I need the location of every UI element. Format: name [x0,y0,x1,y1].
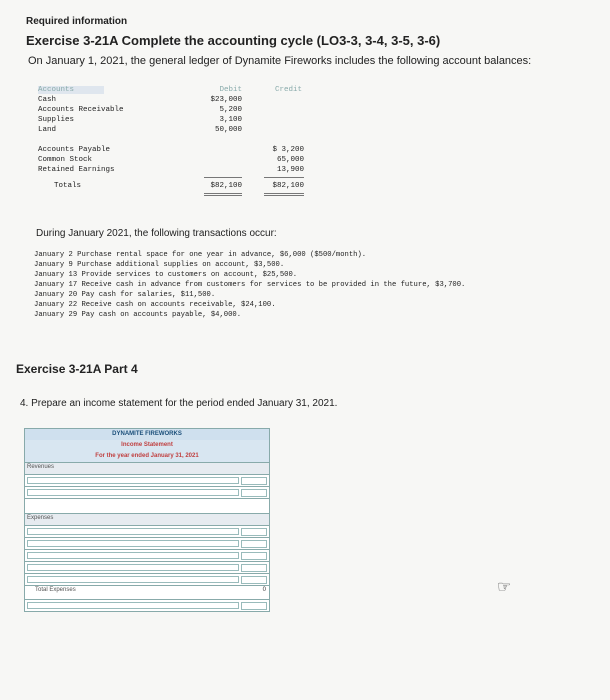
required-information-label: Required information [26,16,128,27]
transaction-item: January 2 Purchase rental space for one year in advance, $6,000 ($500/month). [34,251,367,259]
total-expenses-label: Total Expenses [35,587,76,593]
mouse-pointer-icon: ☞ [497,579,512,596]
question-prompt: 4. Prepare an income statement for the period ended January 31, 2021. [20,398,338,409]
expense-input-row[interactable] [25,525,269,537]
amount-input[interactable] [241,564,267,572]
transaction-item: January 17 Receive cash in advance from customers for services to be provided in the future, $3,700. [34,281,466,289]
income-statement-form [24,428,270,612]
double-rule [204,195,242,196]
company-name: DYNAMITE FIREWORKS [25,429,269,440]
ledger-row: Accounts Receivable 5,200 [38,106,242,114]
accounts-header: Accounts [38,86,104,94]
amount-input[interactable] [241,602,267,610]
total-rule [264,177,304,178]
debit-header: Debit [219,86,242,94]
revenue-input-row[interactable] [25,474,269,486]
transaction-item: January 29 Pay cash on accounts payable, $4,000. [34,311,242,319]
net-income-row[interactable] [25,599,269,611]
transaction-item: January 9 Purchase additional supplies on account, $3,500. [34,261,285,269]
expenses-label-row [25,513,269,525]
statement-period: For the year ended January 31, 2021 [25,451,269,462]
expense-input-row[interactable] [25,573,269,585]
expenses-label: Expenses [27,515,54,521]
total-expenses-row [25,585,269,599]
ledger-table [38,86,304,198]
double-rule [264,193,304,194]
revenue-input-row[interactable] [25,486,269,498]
ledger-row: Cash $23,000 [38,96,242,104]
intro-text: On January 1, 2021, the general ledger of Dynamite Fireworks includes the following account balances: [28,55,532,67]
ledger-row: Common Stock 65,000 [38,156,304,164]
expense-input-row[interactable] [25,549,269,561]
transaction-item: January 20 Pay cash for salaries, $11,500. [34,291,216,299]
credit-header: Credit [274,86,302,94]
amount-input[interactable] [241,528,267,536]
double-rule [204,193,242,194]
double-rule [264,195,304,196]
revenues-label-row [25,462,269,474]
ledger-row: Land 50,000 [38,126,242,134]
part-title: Exercise 3-21A Part 4 [16,362,138,376]
transactions-list [34,250,465,320]
total-rule [204,177,242,178]
statement-name: Income Statement [25,440,269,451]
blank-row [25,498,269,513]
ledger-row: Retained Earnings 13,900 [38,166,304,174]
ledger-row: Supplies 3,100 [38,116,242,124]
transaction-item: January 13 Provide services to customers on account, $25,500. [34,271,298,279]
ledger-row: Accounts Payable $ 3,200 [38,146,304,154]
transactions-intro: During January 2021, the following transactions occur: [36,228,277,239]
expense-input-row[interactable] [25,537,269,549]
amount-input[interactable] [241,477,267,485]
ledger-totals-row: Totals $82,100 $82,100 [54,182,304,190]
expense-input-row[interactable] [25,561,269,573]
amount-input[interactable] [241,540,267,548]
amount-input[interactable] [241,576,267,584]
amount-input[interactable] [241,552,267,560]
total-expenses-value: 0 [262,587,266,593]
exercise-title: Exercise 3-21A Complete the accounting cycle (LO3-3, 3-4, 3-5, 3-6) [26,33,441,48]
revenues-label: Revenues [27,464,55,470]
amount-input[interactable] [241,489,267,497]
transaction-item: January 22 Receive cash on accounts receivable, $24,100. [34,301,276,309]
